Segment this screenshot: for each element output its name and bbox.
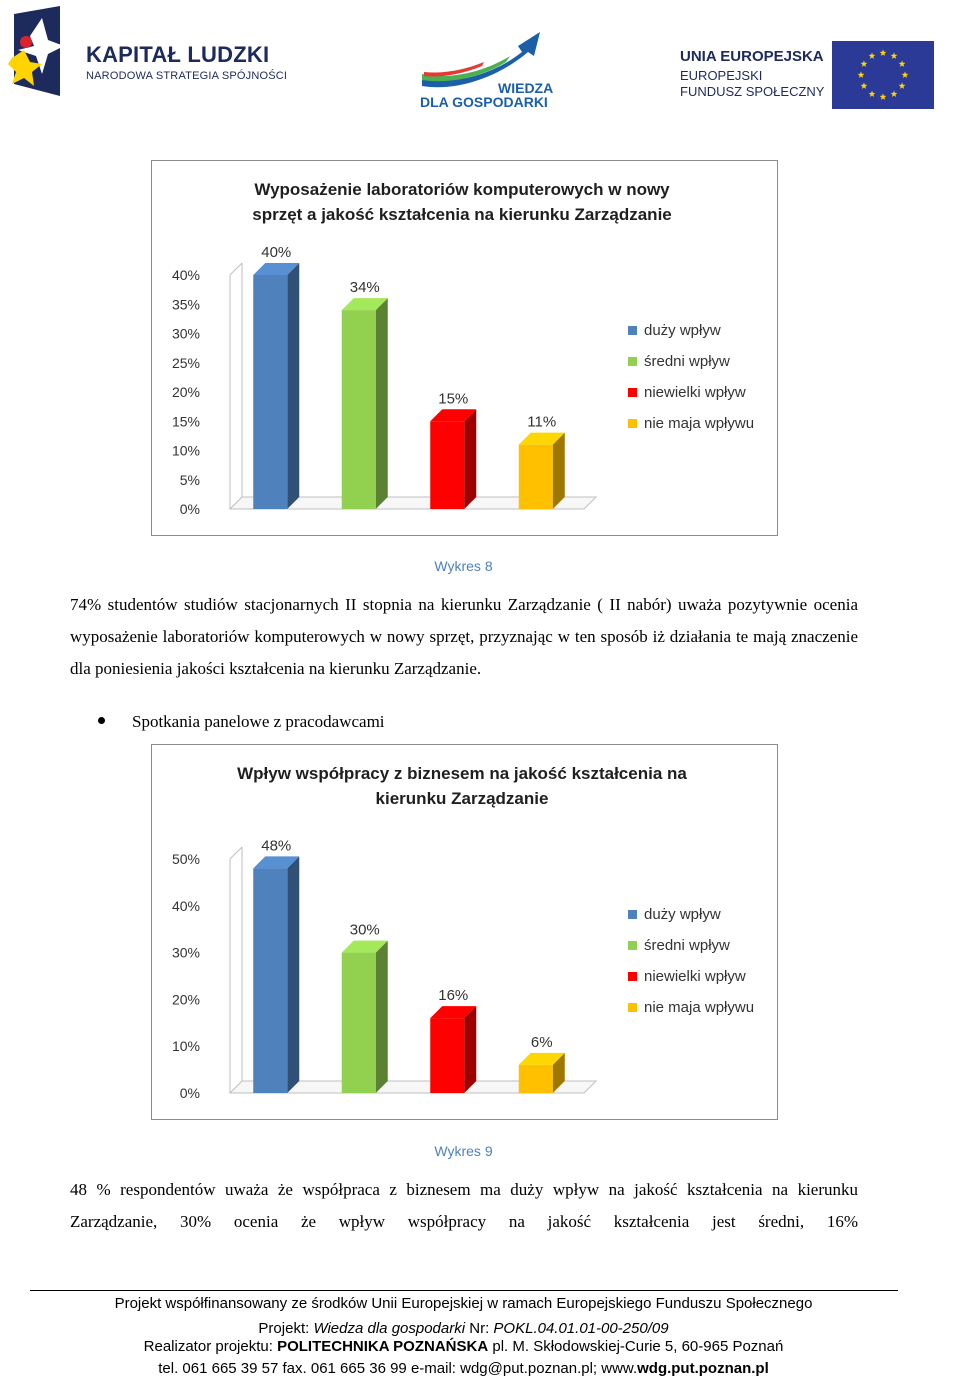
- bar-value-label: 11%: [527, 413, 557, 431]
- ue-line3: FUNDUSZ SPOŁECZNY: [680, 84, 825, 99]
- y-tick-label: 15%: [171, 413, 200, 430]
- ue-line1: UNIA EUROPEJSKA: [680, 48, 824, 65]
- chart-lab-equipment: [151, 160, 778, 536]
- bar-side: [553, 433, 565, 509]
- paragraph-business-cooperation: 48 % respondentów uważa że współpraca z biznesem ma duży wpływ na jakość kształcenia na kierunku Zarządzanie, 30% ocenia że wpływ współpracy na jakość kształcenia jest średni, 16%: [70, 1180, 858, 1231]
- bar-value-label: 6%: [530, 1033, 553, 1051]
- legend-label: średni wpływ: [644, 937, 730, 954]
- bar-side: [464, 1006, 476, 1093]
- footer-divider: [30, 1290, 898, 1291]
- footer-project-number: POKL.04.01.01-00-250/09: [493, 1320, 669, 1337]
- bar-value-label: 40%: [261, 244, 292, 261]
- footer-project-name: Wiedza dla gospodarki: [313, 1320, 466, 1337]
- legend-label: niewielki wpływ: [644, 384, 746, 401]
- legend-swatch: [628, 941, 637, 950]
- y-tick-label: 50%: [171, 851, 200, 867]
- legend-swatch: [628, 357, 637, 366]
- kapital-ludzki-logo: [8, 6, 298, 98]
- bar-side: [376, 298, 388, 509]
- y-tick-label: 20%: [171, 991, 200, 1008]
- footer-project-mid: Nr:: [465, 1320, 494, 1337]
- kapital-ludzki-star-icon: [8, 6, 78, 98]
- legend-swatch: [628, 1003, 637, 1012]
- paragraph-lab-equipment: 74% studentów studiów stacjonarnych II stopnia na kierunku Zarządzanie ( II nabór) uważa pozytywnie ocenia wyposażenie laboratoriów komputerowych w nowy sprzęt, przyznając w ten sposób iż działania te mają znaczenie dla poniesienia jakości kształcenia na kierunku Zarządzanie.: [70, 595, 858, 678]
- chart-title-line2: sprzęt a jakość kształcenia na kierunku Zarządzanie: [252, 205, 672, 224]
- y-tick-label: 40%: [171, 267, 200, 283]
- legend-label: średni wpływ: [644, 353, 730, 370]
- chart-lab-equipment-title: [192, 177, 732, 227]
- y-tick-label: 35%: [171, 296, 200, 313]
- y-tick-label: 30%: [171, 325, 200, 342]
- legend-swatch: [628, 910, 637, 919]
- chart-y-axis-depth: [230, 847, 242, 859]
- y-tick-label: 0%: [179, 501, 200, 517]
- bar-value-label: 34%: [349, 279, 380, 297]
- y-tick-label: 10%: [171, 1038, 200, 1055]
- y-tick-label: 30%: [171, 944, 200, 961]
- legend-swatch: [628, 326, 637, 335]
- y-tick-label: 10%: [171, 442, 200, 459]
- legend-swatch: [628, 972, 637, 981]
- bar-front: [253, 275, 287, 509]
- footer-cofinancing: Projekt współfinansowany ze środków Unii Europejskiej w ramach Europejskiego Funduszu Społecznego: [114, 1295, 813, 1312]
- kapital-ludzki-title: KAPITAŁ LUDZKI: [86, 42, 270, 67]
- footer-realizer-org: POLITECHNIKA POZNAŃSKA: [277, 1338, 489, 1355]
- bar-value-label: 30%: [349, 921, 380, 939]
- bullet-text: Spotkania panelowe z pracodawcami: [132, 712, 385, 731]
- y-tick-label: 25%: [171, 354, 200, 371]
- footer-project-prefix: Projekt:: [258, 1320, 314, 1337]
- wiedza-line2: DLA GOSPODARKI: [420, 94, 548, 110]
- unia-europejska-logo: [656, 26, 956, 122]
- bar-side: [287, 856, 299, 1093]
- chart-title-line1: Wpływ współpracy z biznesem na jakość kształcenia na: [237, 764, 687, 783]
- figure-caption-8: Wykres 8: [434, 558, 493, 574]
- chart-y-axis-depth: [230, 263, 242, 275]
- chart-title-line1: Wyposażenie laboratoriów komputerowych w nowy: [254, 180, 670, 199]
- bar-value-label: 16%: [438, 987, 469, 1005]
- wiedza-dla-gospodarki-logo: [414, 28, 564, 112]
- footer-realizer: [0, 1336, 927, 1358]
- bar-front: [342, 310, 376, 509]
- eu-flag-icon: [832, 41, 934, 109]
- figure-caption-9: Wykres 9: [434, 1143, 493, 1159]
- chart-title-line2: kierunku Zarządzanie: [375, 789, 549, 808]
- bullet-item-panel-meetings: [98, 708, 385, 736]
- legend-swatch: [628, 419, 637, 428]
- bar-front: [342, 953, 376, 1093]
- bar-front: [430, 1018, 464, 1093]
- bullet-icon: [98, 717, 105, 724]
- wiedza-line1: WIEDZA: [498, 80, 554, 96]
- y-tick-label: 40%: [171, 897, 200, 914]
- y-tick-label: 0%: [179, 1085, 200, 1101]
- kapital-ludzki-subtitle: NARODOWA STRATEGIA SPÓJNOŚCI: [86, 70, 288, 82]
- footer-contact: [0, 1358, 927, 1380]
- ue-line2: EUROPEJSKI: [680, 68, 763, 83]
- chart-business-cooperation-title: [192, 761, 732, 811]
- bar-value-label: 15%: [438, 390, 469, 408]
- y-tick-label: 5%: [179, 471, 200, 488]
- bar-side: [287, 263, 299, 509]
- footer-contact-text: tel. 061 665 39 57 fax. 061 665 36 99 e-mail: wdg@put.poznan.pl; www.: [158, 1360, 638, 1377]
- legend-label: duży wpływ: [644, 322, 721, 339]
- bar-side: [376, 941, 388, 1093]
- legend-label: niewielki wpływ: [644, 968, 746, 985]
- bar-value-label: 48%: [261, 837, 292, 855]
- legend-label: duży wpływ: [644, 906, 721, 923]
- bar-front: [430, 421, 464, 509]
- legend-label: nie maja wpływu: [644, 415, 755, 432]
- y-tick-label: 20%: [171, 384, 200, 400]
- footer-website-link[interactable]: wdg.put.poznan.pl: [637, 1360, 769, 1377]
- bar-side: [464, 409, 476, 509]
- footer-realizer-address: pl. M. Skłodowskiej-Curie 5, 60-965 Poznań: [488, 1338, 784, 1355]
- legend-label: nie maja wpływu: [644, 999, 755, 1016]
- bar-front: [253, 868, 287, 1093]
- bar-front: [519, 1065, 553, 1093]
- chart-business-cooperation: [151, 744, 778, 1120]
- footer-realizer-prefix: Realizator projektu:: [143, 1338, 278, 1355]
- bar-front: [519, 445, 553, 509]
- legend-swatch: [628, 388, 637, 397]
